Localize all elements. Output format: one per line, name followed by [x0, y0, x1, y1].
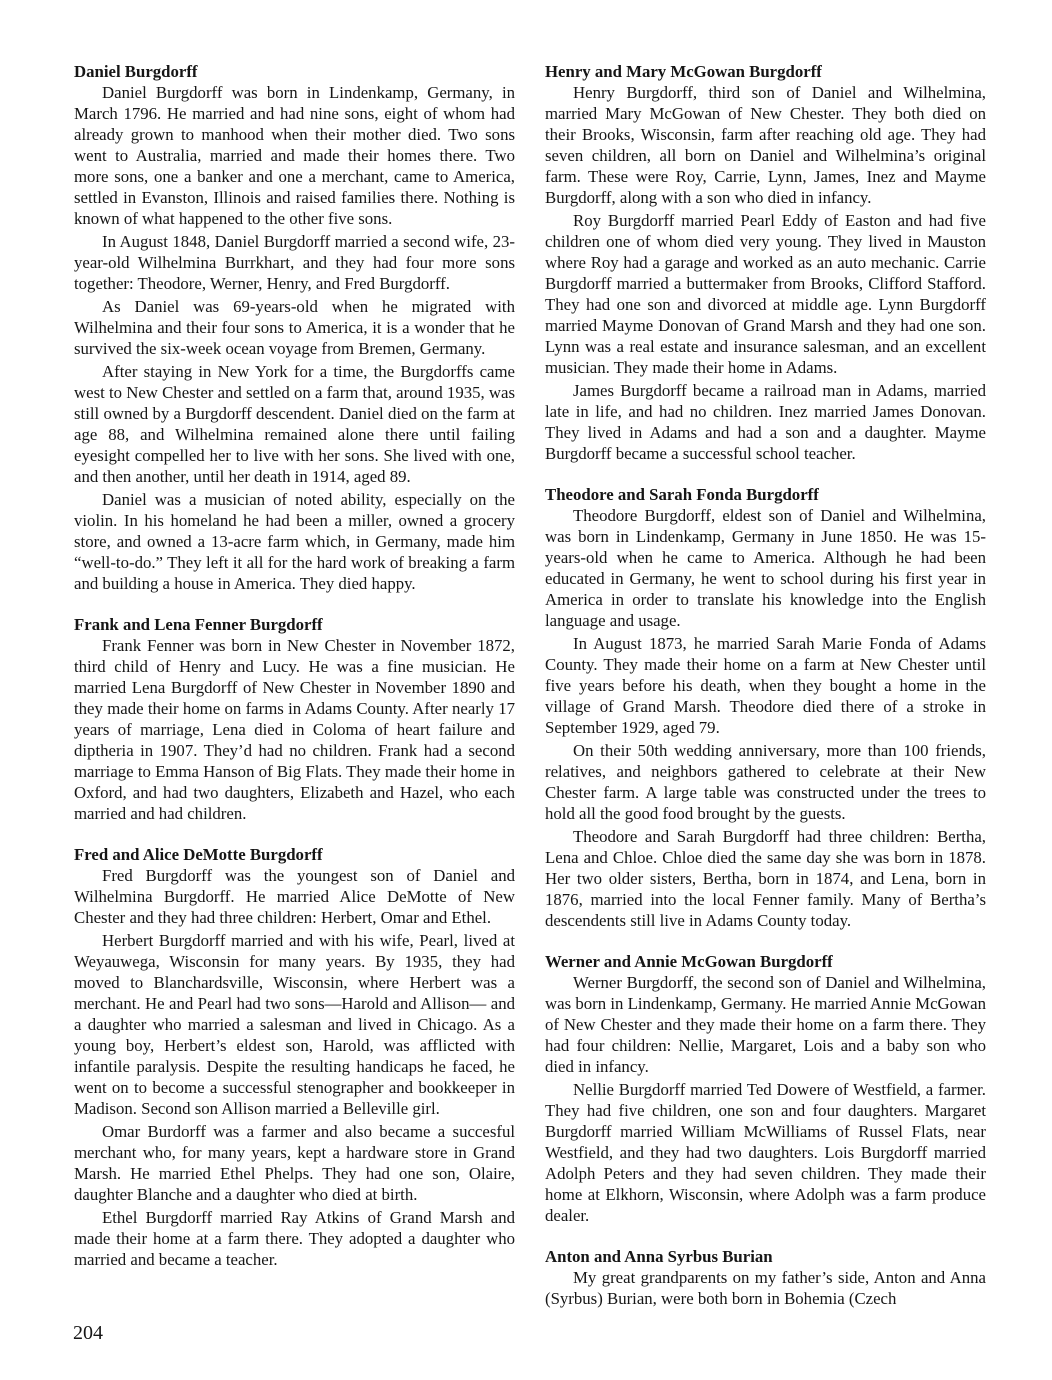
article-fred-alice-demotte-burgdorff [74, 844, 515, 1270]
paragraph: Daniel Burgdorff was born in Lindenkamp, Germany, in March 1796. He married and had nine sons, eight of whom had already grown to manhood when their mother died. Two sons went to Australia, married and made their homes there. Two more sons, one a banker and one a merchant, came to America, settled in Evanston, Illinois and raised families there. Nothing is known of what happened to the other five sons. [74, 83, 515, 228]
paragraph: James Burgdorff became a railroad man in Adams, married late in life, and had no children. Inez married James Donovan. They lived in Adams and had a son and a daughter. Mayme Burgdorff became a successful school teacher. [545, 381, 986, 463]
paragraph: Roy Burgdorff married Pearl Eddy of Easton and had five children one of whom died very young. They lived in Mauston where Roy had a garage and worked as an auto mechanic. Carrie Burgdorff married a buttermaker from Brooks, Clifford Stafford. They had one son and divorced at middle age. Lynn Burgdorff married Mayme Donovan of Grand Marsh and they had one son. Lynn was a real estate and insurance salesman, and an excellent musician. They made their home in Adams. [545, 211, 986, 377]
article-werner-annie-mcgowan-burgdorff [545, 951, 986, 1226]
section-heading: Anton and Anna Syrbus Burian [545, 1247, 773, 1266]
article-anton-anna-syrbus-burian [545, 1246, 986, 1309]
paragraph: As Daniel was 69-years-old when he migrated with Wilhelmina and their four sons to America, it is a wonder that he survived the six-week ocean voyage from Bremen, Germany. [74, 297, 515, 358]
section-heading: Henry and Mary McGowan Burgdorff [545, 62, 822, 81]
left-column [74, 61, 515, 1272]
paragraph: Daniel was a musician of noted ability, especially on the violin. In his homeland he had been a miller, owned a grocery store, and owned a 13-acre farm which, in Germany, made him “well-to-do.” They left it all for the hard work of breaking a farm and building a house in America. They died happy. [74, 490, 515, 593]
article-theodore-sarah-fonda-burgdorff [545, 484, 986, 931]
paragraph: Herbert Burgdorff married and with his wife, Pearl, lived at Weyauwega, Wisconsin for many years. By 1935, they had moved to Blanchardsville, Wisconsin, where Herbert was a merchant. He and Pearl had two sons—Harold and Allison— and a daughter who married a salesman and lived in Chicago. As a young boy, Herbert’s eldest son, Harold, was afflicted with infantile paralysis. Despite the resulting handicaps he faced, he went on to become a successful stenographer and bookkeeper in Madison. Second son Allison married a Belleville girl. [74, 931, 515, 1118]
paragraph: After staying in New York for a time, the Burgdorffs came west to New Chester and settled on a farm that, around 1935, was still owned by a Burgdorff descendent. Daniel died on the farm at age 88, and Wilhelmina remained alone there until failing eyesight compelled her to live with her sons. She lived with one, and then another, until her death in 1914, aged 89. [74, 362, 515, 486]
paragraph: Theodore and Sarah Burgdorff had three children: Bertha, Lena and Chloe. Chloe died the same day she was born in 1878. Her two older sisters, Bertha, born in 1874, and Lena, born in 1876, married into the local Fenner family. Many of Bertha’s descendents still live in Adams County today. [545, 827, 986, 930]
paragraph: Henry Burgdorff, third son of Daniel and Wilhelmina, married Mary McGowan of New Chester. They both died on their Brooks, Wisconsin, farm after reaching old age. They had seven children, all born on Daniel and Wilhelmina’s original farm. These were Roy, Carrie, Lynn, James, Inez and Mayme Burgdorff, along with a son who died in infancy. [545, 83, 986, 207]
paragraph: Fred Burgdorff was the youngest son of Daniel and Wilhelmina Burgdorff. He married Alice DeMotte of New Chester and they had three children: Herbert, Omar and Ethel. [74, 866, 515, 927]
paragraph: My great grandparents on my father’s side, Anton and Anna (Syrbus) Burian, were both born in Bohemia (Czech [545, 1268, 986, 1308]
paragraph: Omar Burdorff was a farmer and also became a succesful merchant who, for many years, kept a hardware store in Grand Marsh. He married Ethel Phelps. They had one son, Olaire, daughter Blanche and a daughter who died at birth. [74, 1122, 515, 1204]
right-column [545, 61, 986, 1311]
article-frank-lena-fenner-burgdorff [74, 614, 515, 824]
section-heading: Werner and Annie McGowan Burgdorff [545, 952, 833, 971]
paragraph: Frank Fenner was born in New Chester in November 1872, third child of Henry and Lucy. He was a fine musician. He married Lena Burgdorff of New Chester in November 1890 and they made their home on farms in Adams County. After nearly 17 years of marriage, Lena died in Coloma of heart failure and diptheria in 1907. They’d had no children. Frank had a second marriage to Emma Hanson of Big Flats. They made their home in Oxford, and had two daughters, Elizabeth and Hazel, who each married and had children. [74, 636, 515, 823]
section-heading: Daniel Burgdorff [74, 62, 198, 81]
paragraph: Werner Burgdorff, the second son of Daniel and Wilhelmina, was born in Lindenkamp, Germany. He married Annie McGowan of New Chester and they made their home on a farm there. They had four children: Nellie, Margaret, Lois and a baby son who died in infancy. [545, 973, 986, 1076]
paragraph: On their 50th wedding anniversary, more than 100 friends, relatives, and neighbors gathered to celebrate at their New Chester farm. A large table was constructed under the trees to hold all the good food brought by the guests. [545, 741, 986, 823]
section-heading: Fred and Alice DeMotte Burgdorff [74, 845, 323, 864]
paragraph: In August 1848, Daniel Burgdorff married a second wife, 23-year-old Wilhelmina Burrkhart, and they had four more sons together: Theodore, Werner, Henry, and Fred Burgdorff. [74, 232, 515, 293]
paragraph: Theodore Burgdorff, eldest son of Daniel and Wilhelmina, was born in Lindenkamp, Germany in June 1850. He was 15-years-old when he came to America. Although he had been educated in Germany, he went to school during his first year in America in order to translate his knowledge into the English language and usage. [545, 506, 986, 630]
paragraph: In August 1873, he married Sarah Marie Fonda of Adams County. They made their home on a farm at New Chester until five years before his death, when they bought a home in the village of Grand Marsh. Theodore died there of a stroke in September 1929, aged 79. [545, 634, 986, 737]
page-number: 204 [73, 1322, 103, 1344]
section-heading: Frank and Lena Fenner Burgdorff [74, 615, 323, 634]
section-heading: Theodore and Sarah Fonda Burgdorff [545, 485, 819, 504]
article-daniel-burgdorff [74, 61, 515, 594]
paragraph: Nellie Burgdorff married Ted Dowere of Westfield, a farmer. They had five children, one son and four daughters. Margaret Burgdorff married William McWilliams of Russel Flats, near Westfield, and they had two daughters. Lois Burgdorff married Adolph Peters and they had seven children. They made their home at Elkhorn, Wisconsin, where Adolph was a farm produce dealer. [545, 1080, 986, 1225]
paragraph: Ethel Burgdorff married Ray Atkins of Grand Marsh and made their home at a farm there. They adopted a daughter who married and became a teacher. [74, 1208, 515, 1269]
article-henry-mary-mcgowan-burgdorff [545, 61, 986, 464]
